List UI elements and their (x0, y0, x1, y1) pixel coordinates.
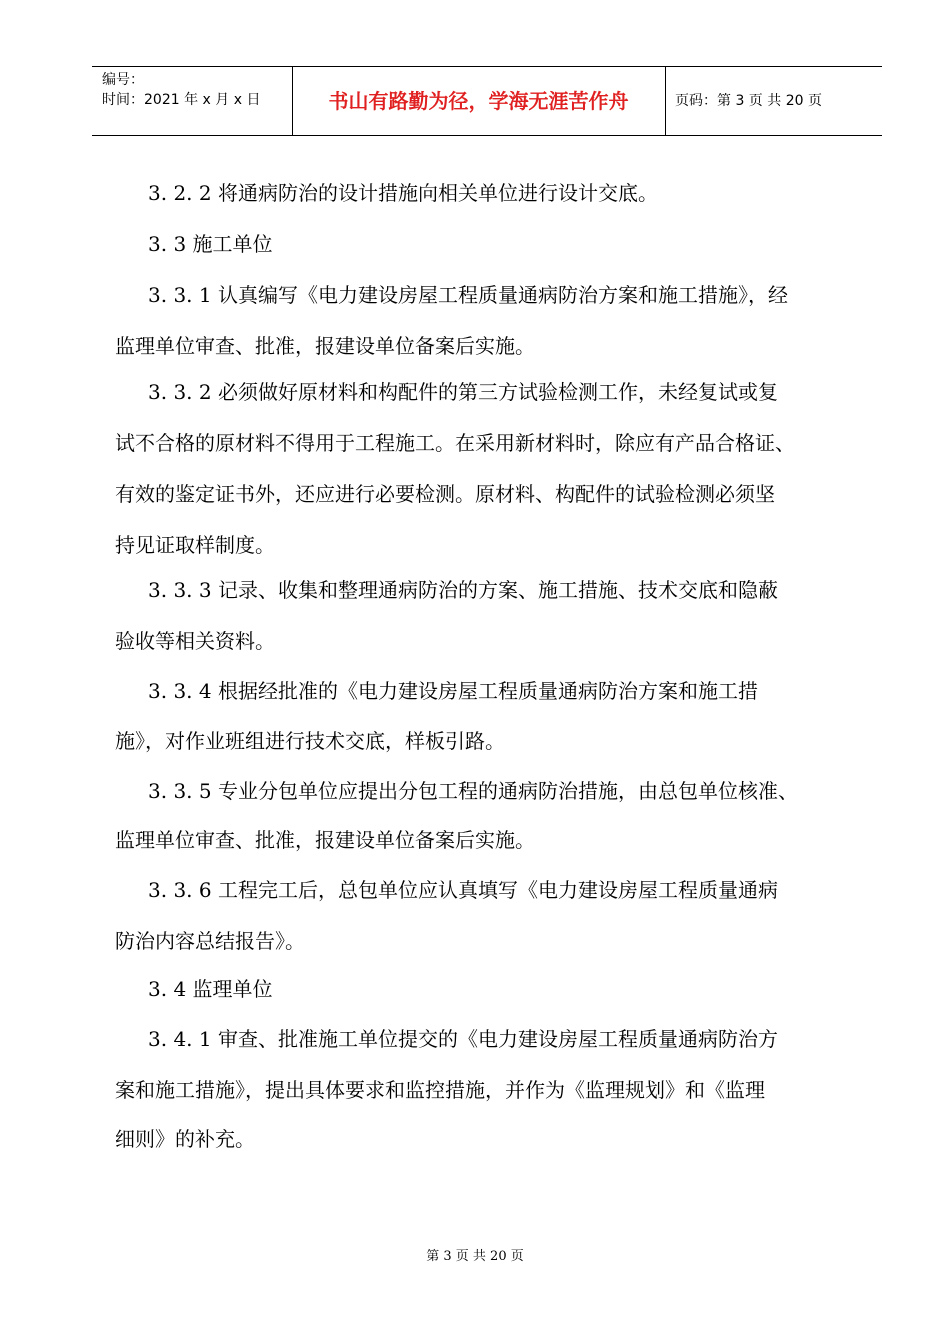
paragraph-line: 3. 2. 2 将通病防治的设计措施向相关单位进行设计交底。 (148, 181, 658, 205)
paragraph-line: 案和施工措施》，提出具体要求和监控措施，并作为《监理规划》和《监理 (115, 1078, 765, 1102)
page-footer: 第 3 页 共 20 页 (426, 1249, 524, 1264)
header-bottom-rule (92, 135, 882, 136)
paragraph-line: 3. 3. 4 根据经批准的《电力建设房屋工程质量通病防治方案和施工措 (148, 679, 758, 703)
header-divider (665, 66, 666, 136)
paragraph-line: 3. 3. 5 专业分包单位应提出分包工程的通病防治措施，由总包单位核准、 (148, 779, 798, 803)
header-motto: 书山有路勤为径，学海无涯苦作舟 (328, 89, 629, 113)
paragraph-line: 3. 3. 2 必须做好原材料和构配件的第三方试验检测工作，未经复试或复 (148, 380, 778, 404)
paragraph-line: 3. 3. 1 认真编写《电力建设房屋工程质量通病防治方案和施工措施》，经 (148, 283, 788, 307)
paragraph-line: 试不合格的原材料不得用于工程施工。在采用新材料时，除应有产品合格证、 (115, 431, 795, 455)
paragraph-line: 3. 4. 1 审查、批准施工单位提交的《电力建设房屋工程质量通病防治方 (148, 1027, 778, 1051)
header-page-number: 页码：第 3 页 共 20 页 (675, 93, 822, 109)
paragraph-line: 监理单位审查、批准，报建设单位备案后实施。 (115, 334, 535, 358)
paragraph-line: 施》，对作业班组进行技术交底，样板引路。 (115, 729, 505, 753)
paragraph-line: 有效的鉴定证书外，还应进行必要检测。原材料、构配件的试验检测必须坚 (115, 482, 775, 506)
header-top-rule (92, 66, 882, 67)
paragraph-line: 3. 3. 3 记录、收集和整理通病防治的方案、施工措施、技术交底和隐蔽 (148, 578, 778, 602)
paragraph-line: 验收等相关资料。 (115, 629, 275, 653)
document-number-label: 编号： (102, 72, 144, 88)
paragraph-line: 持见证取样制度。 (115, 533, 275, 557)
section-heading: 3. 3 施工单位 (148, 232, 273, 256)
paragraph-line: 细则》的补充。 (115, 1127, 255, 1151)
section-heading: 3. 4 监理单位 (148, 977, 273, 1001)
page-header (92, 66, 882, 136)
header-meta (102, 70, 260, 110)
document-time-label: 时间：2021 年 x 月 x 日 (102, 92, 261, 108)
paragraph-line: 防治内容总结报告》。 (115, 929, 305, 953)
paragraph-line: 监理单位审查、批准，报建设单位备案后实施。 (115, 828, 535, 852)
paragraph-line: 3. 3. 6 工程完工后，总包单位应认真填写《电力建设房屋工程质量通病 (148, 878, 778, 902)
